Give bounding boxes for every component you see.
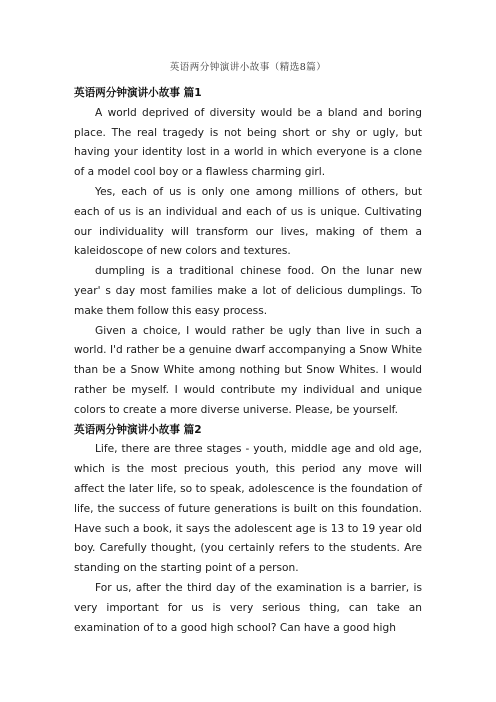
section-heading-1: 英语两分钟演讲小故事 篇1: [74, 87, 202, 99]
section-heading-2: 英语两分钟演讲小故事 篇2: [74, 423, 202, 436]
paragraph: Life, there are three stages - youth, middle age and old age, which is the most precious youth, this period any move will affect the later life, so to speak, adolescence is the foundation of life, the success of future generations is built on this foundation. Have such a book, it says the adolescent age is 13 to 19 year old boy. Carefully thought, (you certainly refers to the students. Are standing on the starting point of a person.: [74, 443, 422, 575]
paragraph: Given a choice, I would rather be ugly than live in such a world. I'd rather be a genuine dwarf accompanying a Snow White than be a Snow White among nothing but Snow Whites. I would rather be myself. I would contribute my individual and unique colors to create a more diverse universe. Please, be yourself.: [74, 324, 422, 416]
paragraph: Yes, each of us is only one among millions of others, but each of us is an individual and each of us is unique. Cultivating our individuality will transform our lives, making of them a kaleidoscope of new colors and textures.: [74, 185, 422, 258]
document-title: 英语两分钟演讲小故事（精选8篇）: [169, 62, 327, 73]
article-body: [74, 84, 422, 638]
paragraph: dumpling is a traditional chinese food. On the lunar new year' s day most families make a lot of delicious dumplings. To make them follow this easy process.: [74, 265, 422, 317]
paragraph: A world deprived of diversity would be a bland and boring place. The real tragedy is not being short or shy or ugly, but having your identity lost in a world in which everyone is a clone of a model cool boy or a flawless charming girl.: [74, 106, 422, 179]
paragraph: For us, after the third day of the examination is a barrier, is very important for us is very serious thing, can take an examination of to a good high school? Can have a good high: [74, 581, 422, 634]
